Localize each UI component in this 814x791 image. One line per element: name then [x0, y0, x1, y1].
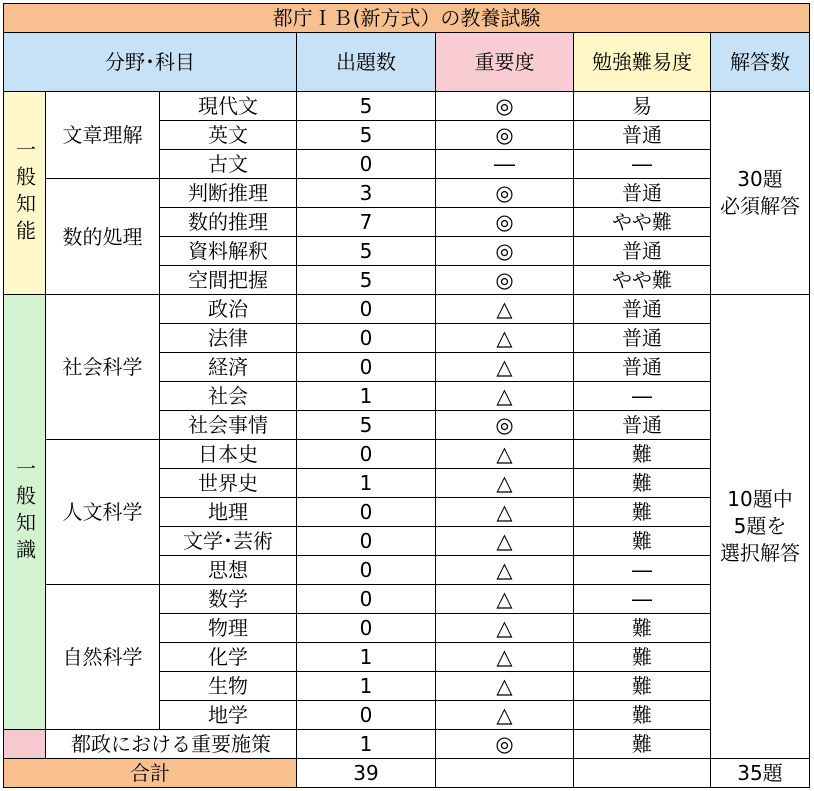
difficulty-cell: 難 [574, 643, 711, 672]
importance-cell: ◎ [436, 266, 574, 295]
difficulty-cell: 難 [574, 527, 711, 556]
difficulty-cell: 難 [574, 701, 711, 730]
question-count-cell: 5 [297, 411, 436, 440]
importance-cell: △ [436, 382, 574, 411]
importance-cell: △ [436, 614, 574, 643]
header-difficulty: 勉強難易度 [574, 33, 711, 92]
difficulty-cell: 普通 [574, 179, 711, 208]
header-question-count: 出題数 [297, 33, 436, 92]
policy-label: 都政における重要施策 [46, 730, 297, 759]
field-cell: 自然科学 [46, 585, 160, 730]
importance-cell: ◎ [436, 121, 574, 150]
importance-cell: ― [436, 150, 574, 179]
question-count-cell: 0 [297, 701, 436, 730]
difficulty-cell: 難 [574, 440, 711, 469]
subject-cell: 思想 [160, 556, 297, 585]
importance-cell: ◎ [436, 179, 574, 208]
difficulty-cell: ― [574, 585, 711, 614]
subject-cell: 判断推理 [160, 179, 297, 208]
importance-cell: △ [436, 701, 574, 730]
difficulty-cell: 難 [574, 672, 711, 701]
field-cell: 人文科学 [46, 440, 160, 585]
subject-cell: 地理 [160, 498, 297, 527]
header-importance: 重要度 [436, 33, 574, 92]
question-count-cell: 5 [297, 121, 436, 150]
subject-cell: 古文 [160, 150, 297, 179]
header-field-subject: 分野･科目 [4, 33, 297, 92]
difficulty-cell: ― [574, 150, 711, 179]
question-count-cell: 0 [297, 295, 436, 324]
subject-cell: 物理 [160, 614, 297, 643]
importance-cell: △ [436, 556, 574, 585]
importance-cell: ◎ [436, 730, 574, 759]
subject-cell: 化学 [160, 643, 297, 672]
question-count-cell: 5 [297, 92, 436, 121]
difficulty-cell: 難 [574, 730, 711, 759]
difficulty-cell: 易 [574, 92, 711, 121]
answer-count-line: 30題 [737, 167, 783, 191]
importance-cell: △ [436, 353, 574, 382]
difficulty-cell: 難 [574, 469, 711, 498]
difficulty-cell: ― [574, 382, 711, 411]
subject-cell: 世界史 [160, 469, 297, 498]
subject-cell: 地学 [160, 701, 297, 730]
answer-count-line: 5題を [733, 514, 787, 538]
difficulty-cell: やや難 [574, 208, 711, 237]
total-difficulty-empty [574, 759, 711, 788]
category-general-ability [4, 92, 46, 295]
subject-cell: 空間把握 [160, 266, 297, 295]
importance-cell: △ [436, 585, 574, 614]
question-count-cell: 0 [297, 556, 436, 585]
field-cell: 数的処理 [46, 179, 160, 295]
importance-cell: ◎ [436, 237, 574, 266]
question-count-cell: 0 [297, 614, 436, 643]
subject-cell: 数的推理 [160, 208, 297, 237]
importance-cell: △ [436, 469, 574, 498]
importance-cell: △ [436, 498, 574, 527]
field-cell: 社会科学 [46, 295, 160, 440]
category-general-knowledge [4, 295, 46, 730]
subject-cell: 数学 [160, 585, 297, 614]
total-answer-count: 35題 [711, 759, 810, 788]
importance-cell: △ [436, 672, 574, 701]
importance-cell: △ [436, 295, 574, 324]
subject-cell: 経済 [160, 353, 297, 382]
subject-cell: 政治 [160, 295, 297, 324]
difficulty-cell: 難 [574, 498, 711, 527]
total-question-count: 39 [297, 759, 436, 788]
question-count-cell: 0 [297, 353, 436, 382]
importance-cell: △ [436, 643, 574, 672]
subject-cell: 法律 [160, 324, 297, 353]
importance-cell: ◎ [436, 208, 574, 237]
question-count-cell: 1 [297, 382, 436, 411]
difficulty-cell: 難 [574, 614, 711, 643]
subject-cell: 生物 [160, 672, 297, 701]
answer-count-cell [711, 295, 810, 759]
header-answer-count: 解答数 [711, 33, 810, 92]
importance-cell: △ [436, 440, 574, 469]
question-count-cell: 0 [297, 150, 436, 179]
answer-count-line: 10題中 [727, 487, 793, 511]
subject-cell: 英文 [160, 121, 297, 150]
question-count-cell: 0 [297, 324, 436, 353]
answer-count-line: 選択解答 [720, 541, 800, 565]
subject-cell: 文学･芸術 [160, 527, 297, 556]
difficulty-cell: 普通 [574, 121, 711, 150]
category-label: 一般知能 [12, 139, 37, 247]
question-count-cell: 0 [297, 527, 436, 556]
subject-cell: 日本史 [160, 440, 297, 469]
difficulty-cell: やや難 [574, 266, 711, 295]
question-count-cell: 1 [297, 672, 436, 701]
subject-cell: 現代文 [160, 92, 297, 121]
question-count-cell: 0 [297, 498, 436, 527]
question-count-cell: 0 [297, 440, 436, 469]
total-label: 合計 [4, 759, 297, 788]
difficulty-cell: 普通 [574, 295, 711, 324]
question-count-cell: 7 [297, 208, 436, 237]
importance-cell: △ [436, 324, 574, 353]
question-count-cell: 5 [297, 237, 436, 266]
question-count-cell: 3 [297, 179, 436, 208]
exam-table [3, 3, 810, 788]
difficulty-cell: 普通 [574, 237, 711, 266]
difficulty-cell: 普通 [574, 324, 711, 353]
question-count-cell: 5 [297, 266, 436, 295]
answer-count-cell [711, 92, 810, 295]
question-count-cell: 1 [297, 643, 436, 672]
subject-cell: 資料解釈 [160, 237, 297, 266]
question-count-cell: 1 [297, 730, 436, 759]
difficulty-cell: 普通 [574, 353, 711, 382]
question-count-cell: 0 [297, 585, 436, 614]
difficulty-cell: ― [574, 556, 711, 585]
policy-category-marker [4, 730, 46, 759]
subject-cell: 社会 [160, 382, 297, 411]
importance-cell: ◎ [436, 411, 574, 440]
question-count-cell: 1 [297, 469, 436, 498]
category-label: 一般知識 [12, 458, 37, 566]
field-cell: 文章理解 [46, 92, 160, 179]
importance-cell: ◎ [436, 92, 574, 121]
table-title: 都庁ＩＢ(新方式）の教養試験 [4, 4, 810, 33]
answer-count-line: 必須解答 [720, 194, 800, 218]
total-importance-empty [436, 759, 574, 788]
subject-cell: 社会事情 [160, 411, 297, 440]
difficulty-cell: 普通 [574, 411, 711, 440]
importance-cell: △ [436, 527, 574, 556]
